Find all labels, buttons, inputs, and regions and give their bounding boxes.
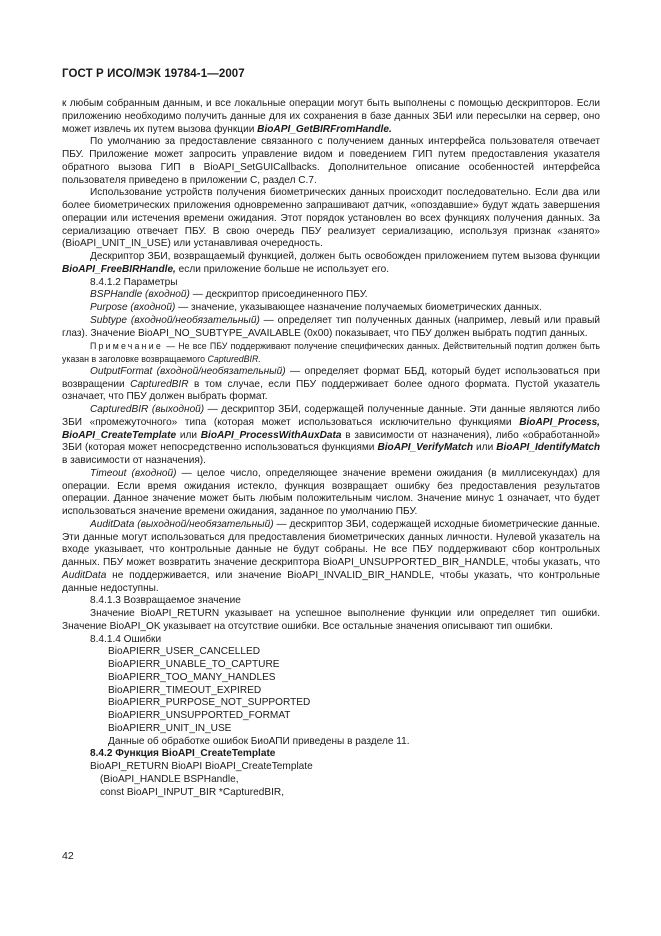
paragraph: к любым собранным данным, и все локальные операции могут быть выполнены с помощью дескрипторов. Если приложению необходимо получить данные для их сохранения в базе данных ЗБИ или пересылки на сервер, оно может извлечь их путем вызова функции BioAPI_GetBIRFromHandle. bbox=[62, 98, 600, 135]
note: Примечание — Не все ПБУ поддерживают получение специфических данных. Действительный подтип должен быть указан в заголовке возвращаемого CapturedBIR. bbox=[62, 341, 600, 364]
error-item: BioAPIERR_UNSUPPORTED_FORMAT bbox=[108, 710, 291, 721]
error-item: BioAPIERR_UNABLE_TO_CAPTURE bbox=[108, 659, 280, 670]
paragraph: Значение BioAPI_RETURN указывает на успешное выполнение функции или определяет тип ошибки. Значение BioAPI_OK указывает на отсутствие ошибки. Все остальные значения описывают тип ошибки. bbox=[62, 608, 600, 632]
param-outputformat: OutputFormat (входной/необязательный) — определяет формат ББД, который будет использоваться при возвращении CapturedBIR в том случае, если ПБУ поддерживает более одного формата. Пустой указатель означает, что ПБУ должен выбрать формат. bbox=[62, 365, 600, 403]
param-timeout: Timeout (входной) — целое число, определяющее значение времени ожидания (в миллисекундах) для операции. Если время ожидания истекло, функция возвращает ошибку без предоставления результатов операции. Данное значение может быть любым положительным числом. Значение минус 1 означает, что будет использоваться значение времени ожидания, заданное по умолчанию ПБУ. bbox=[62, 467, 601, 517]
error-item: BioAPIERR_TOO_MANY_HANDLES bbox=[108, 671, 276, 683]
code-line: (BioAPI_HANDLE BSPHandle, bbox=[100, 773, 239, 785]
section-heading: 8.4.2 Функция BioAPI_CreateTemplate bbox=[90, 748, 276, 760]
document-body bbox=[62, 98, 600, 799]
code-line: const BioAPI_INPUT_BIR *CapturedBIR, bbox=[100, 786, 285, 798]
error-item: BioAPIERR_UNIT_IN_USE bbox=[108, 722, 232, 734]
param-subtype: Subtype (входной/необязательный) — определяет тип полученных данных (например, левый или правый глаз). Значение BioAPI_NO_SUBTYPE_AVAILABLE (0x00) показывает, что ПБУ должен выбрать подтип данных. bbox=[62, 314, 600, 339]
paragraph: По умолчанию за предоставление связанного с получением данных интерфейса пользователя отвечает ПБУ. Приложение может запросить управление видом и поведением ГИП путем предоставления указателя обратного вызова ГИП в BioAPI_SetGUICallbacks. Дополнительное описание особенностей интерфейса пользователя приведено в приложении С, раздел С.7. bbox=[62, 136, 600, 186]
error-item: BioAPIERR_PURPOSE_NOT_SUPPORTED bbox=[108, 697, 311, 709]
paragraph: Данные об обработке ошибок БиоАПИ приведены в разделе 11. bbox=[108, 735, 410, 747]
param-auditdata: AuditData (выходной/необязательный) — дескриптор ЗБИ, содержащей исходные биометрические данные. Эти данные могут использоваться для предоставления биометрических данных личности. Нулевой указатель на входе указывает, что контрольные данные не будут собраны. Не все ПБУ поддерживают сбор контрольных данных. ПБУ может возвратить значение дескриптора BioAPI_UNSUPPORTED_BIR_HANDLE, чтобы указать, что AuditData не поддерживается, или значение BioAPI_INVALID_BIR_HANDLE, чтобы указать, что контрольные данные недоступны. bbox=[62, 518, 600, 594]
param-capturedbir: CapturedBIR (выходной) — дескриптор ЗБИ, содержащей полученные данные. Эти данные являются либо ЗБИ «промежуточного» типа (которая может использоваться исключительно функциями BioAPI_Process, BioAPI_CreateTemplate или BioAPI_ProcessWithAuxData в зависимости от назначения), либо «обработанной» ЗБИ (которая может непосредственно использоваться функциями BioAPI_VerifyMatch или BioAPI_IdentifyMatch в зависимости от назначения). bbox=[62, 404, 601, 466]
section-heading: 8.4.1.3 Возвращаемое значение bbox=[90, 595, 241, 607]
page-header: ГОСТ Р ИСО/МЭК 19784-1—2007 bbox=[62, 68, 245, 80]
section-heading: 8.4.1.2 Параметры bbox=[90, 276, 178, 288]
paragraph: Дескриптор ЗБИ, возвращаемый функцией, должен быть освобожден приложением путем вызова функции BioAPI_FreeBIRHandle, если приложение больше не использует его. bbox=[62, 251, 600, 275]
error-item: BioAPIERR_TIMEOUT_EXPIRED bbox=[108, 684, 262, 696]
page-number: 42 bbox=[62, 850, 74, 862]
param-purpose: Purpose (входной) — значение, указывающее назначение получаемых биометрических данных. bbox=[90, 302, 542, 313]
section-heading: 8.4.1.4 Ошибки bbox=[90, 633, 162, 645]
error-item: BioAPIERR_USER_CANCELLED bbox=[108, 646, 261, 658]
code-line: BioAPI_RETURN BioAPI BioAPI_CreateTemplate bbox=[90, 761, 313, 772]
paragraph: Использование устройств получения биометрических данных происходит последовательно. Если два или более биометрических приложения одновременно запрашивают датчик, «опоздавшие» будут ждать завершения операции или истечения времени ожидания. Этот порядок установлен во всех функциях получения данных. За сериализацию отвечает ПБУ. В свою очередь ПБУ реализует сериализацию, используя признак «занято» (BioAPI_UNIT_IN_USE) или устанавливая очередность. bbox=[62, 187, 600, 250]
param-bsphandle: BSPHandle (входной) — дескриптор присоединенного ПБУ. bbox=[90, 289, 368, 301]
